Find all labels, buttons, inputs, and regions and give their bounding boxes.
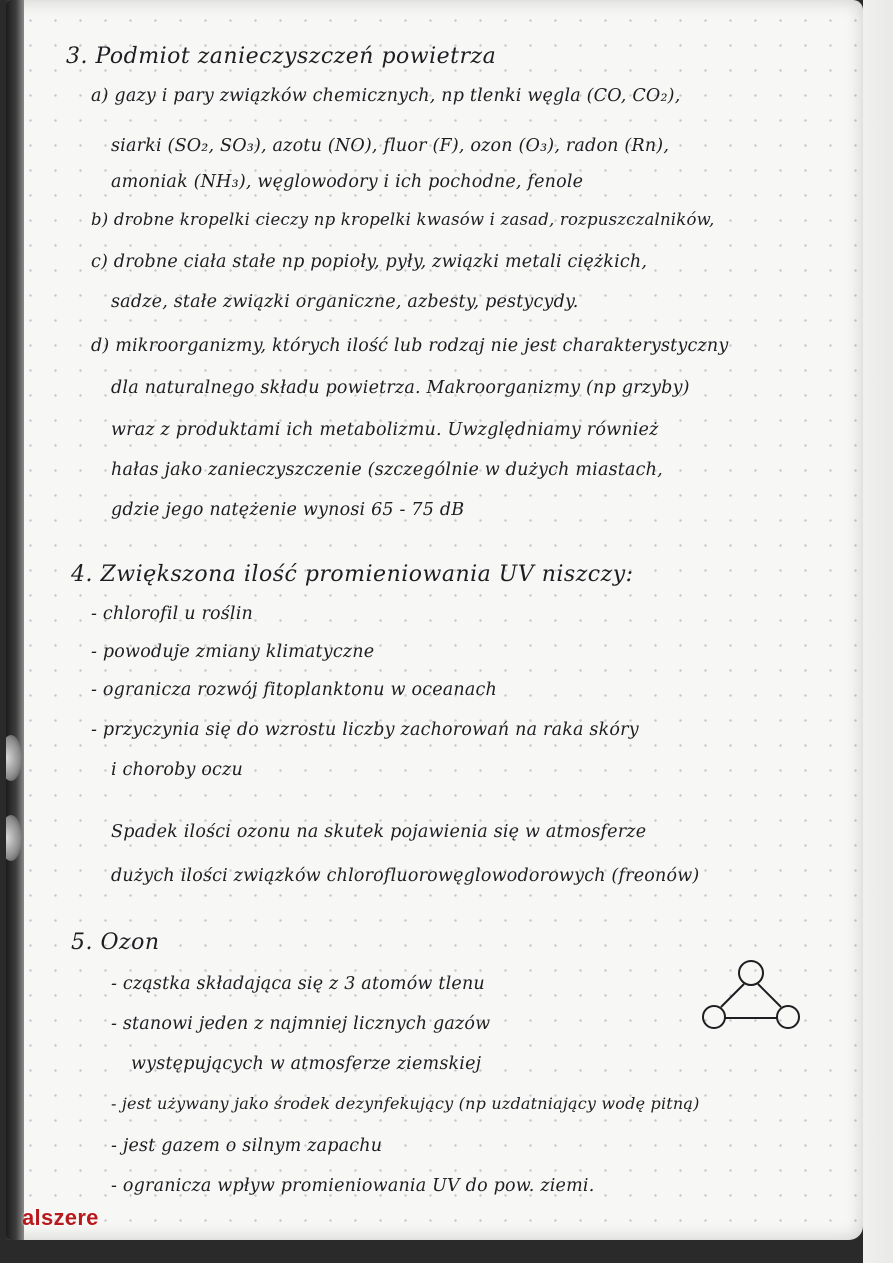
- section-5-line: - ogranicza wpływ promieniowania UV do pow. ziemi.: [111, 1176, 595, 1196]
- section-4-paragraph-line: Spadek ilości ozonu na skutek pojawienia się w atmosferze: [111, 822, 647, 842]
- notebook-page: [6, 0, 863, 1240]
- notebook-binding: [6, 0, 24, 1240]
- section-4-line: - chlorofil u roślin: [91, 604, 253, 624]
- section-3-line: amoniak (NH₃), węglowodory i ich pochodne, fenole: [111, 172, 584, 192]
- section-3-line: c) drobne ciała stałe np popioły, pyły, związki metali ciężkich,: [91, 252, 648, 272]
- section-4-paragraph-line: dużych ilości związków chlorofluorowęglowodorowych (freonów): [111, 866, 700, 886]
- section-3-line: gdzie jego natężenie wynosi 65 - 75 dB: [111, 500, 465, 520]
- section-4-line: - powoduje zmiany klimatyczne: [91, 642, 375, 662]
- section-3-line: d) mikroorganizmy, których ilość lub rodzaj nie jest charakterystyczny: [91, 336, 729, 356]
- section-4-line: i choroby oczu: [111, 760, 243, 780]
- section-3-heading: 3. Podmiot zanieczyszczeń powietrza: [66, 44, 497, 69]
- section-3-line: hałas jako zanieczyszczenie (szczególnie w dużych miastach,: [111, 460, 663, 480]
- section-5-line: występujących w atmosferze ziemskiej: [131, 1054, 482, 1074]
- section-3-line: b) drobne kropelki cieczy np kropelki kwasów i zasad, rozpuszczalników,: [91, 210, 715, 229]
- ozone-molecule-icon: [696, 955, 806, 1035]
- section-5-line: - stanowi jeden z najmniej licznych gazów: [111, 1014, 491, 1034]
- section-3-line: wraz z produktami ich metabolizmu. Uwzględniamy również: [111, 420, 659, 440]
- section-4-heading: 4. Zwiększona ilość promieniowania UV niszczy:: [71, 562, 634, 587]
- section-3-line: siarki (SO₂, SO₃), azotu (NO), fluor (F), ozon (O₃), radon (Rn),: [111, 136, 670, 156]
- section-5-line: - jest używany jako środek dezynfekujący (np uzdatniający wodę pitną): [111, 1094, 700, 1113]
- section-3-line: dla naturalnego składu powietrza. Makroorganizmy (np grzyby): [111, 378, 690, 398]
- background-edge: [863, 0, 893, 1263]
- section-5-heading: 5. Ozon: [71, 930, 160, 955]
- section-4-line: - ogranicza rozwój fitoplanktonu w oceanach: [91, 680, 497, 700]
- watermark-text: alszere: [22, 1205, 99, 1230]
- section-3-line: a) gazy i pary związków chemicznych, np tlenki węgla (CO, CO₂),: [91, 86, 681, 106]
- section-5-line: - jest gazem o silnym zapachu: [111, 1136, 383, 1156]
- section-5-line: - cząstka składająca się z 3 atomów tlenu: [111, 974, 485, 994]
- section-4-line: - przyczynia się do wzrostu liczby zachorowań na raka skóry: [91, 720, 639, 740]
- section-3-line: sadze, stałe związki organiczne, azbesty, pestycydy.: [111, 292, 579, 312]
